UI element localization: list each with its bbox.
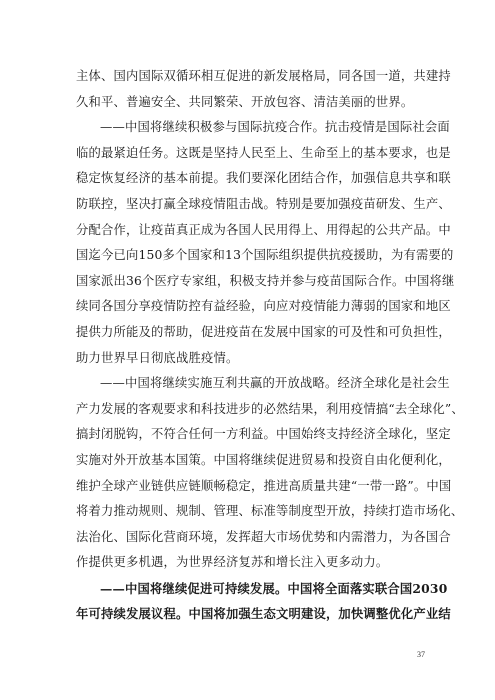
text-line: 作提供更多机遇，为世界经济复苏和增长注入更多动力。 xyxy=(76,555,389,570)
text-line: 将着力推动规则、规制、管理、标准等制度型开放，持续打造市场化、 xyxy=(76,504,464,519)
text-line: ——中国将继续促进可持续发展。中国将全面落实联合国2030 xyxy=(100,580,448,596)
text-line: 分配合作，让疫苗真正成为各国人民用得上、用得起的公共产品。中 xyxy=(76,222,451,237)
page-number: 37 xyxy=(417,650,425,659)
text-line: 产力发展的客观要求和科技进步的必然结果，利用疫情搞“去全球化”、 xyxy=(76,401,464,416)
body-text xyxy=(76,64,464,627)
text-line: 临的最紧迫任务。这既是坚持人民至上、生命至上的基本要求，也是 xyxy=(76,145,451,160)
text-line: 搞封闭脱钩，不符合任何一方利益。中国始终支持经济全球化，坚定 xyxy=(76,427,451,442)
text-line: 主体、国内国际双循环相互促进的新发展格局，同各国一道，共建持 xyxy=(76,69,451,83)
text-line: 国家派出36个医疗专家组，积极支持并参与疫苗国际合作。中国将继 xyxy=(76,273,455,288)
text-line: 法治化、国际化营商环境，发挥超大市场优势和内需潜力，为各国合 xyxy=(76,529,451,544)
text-line: 实施对外开放基本国策。中国将继续促进贸易和投资自由化便利化， xyxy=(76,452,451,467)
text-line: 国迄今已向150多个国家和13个国际组织提供抗疫援助，为有需要的 xyxy=(76,248,454,263)
text-line: ——中国将继续实施互利共赢的开放战略。经济全球化是社会生 xyxy=(100,376,450,391)
text-line: 提供力所能及的帮助，促进疫苗在发展中国家的可及性和可负担性， xyxy=(76,324,451,339)
text-line: ——中国将继续积极参与国际抗疫合作。抗击疫情是国际社会面 xyxy=(100,120,450,135)
text-line: 防联控，坚决打赢全球疫情阻击战。特别是要加强疫苗研发、生产、 xyxy=(76,196,451,211)
text-line: 续同各国分享疫情防控有益经验，向应对疫情能力薄弱的国家和地区 xyxy=(76,299,451,314)
text-line: 稳定恢复经济的基本前提。我们要深化团结合作，加强信息共享和联 xyxy=(76,171,451,186)
text-line: 维护全球产业链供应链顺畅稳定，推进高质量共建“一带一路”。中国 xyxy=(76,478,452,493)
text-line: 久和平、普遍安全、共同繁荣、开放包容、清洁美丽的世界。 xyxy=(76,94,414,109)
text-line: 年可持续发展议程。中国将加强生态文明建设，加快调整优化产业结 xyxy=(76,606,451,622)
text-line: 助力世界早日彻底战胜疫情。 xyxy=(76,350,239,365)
